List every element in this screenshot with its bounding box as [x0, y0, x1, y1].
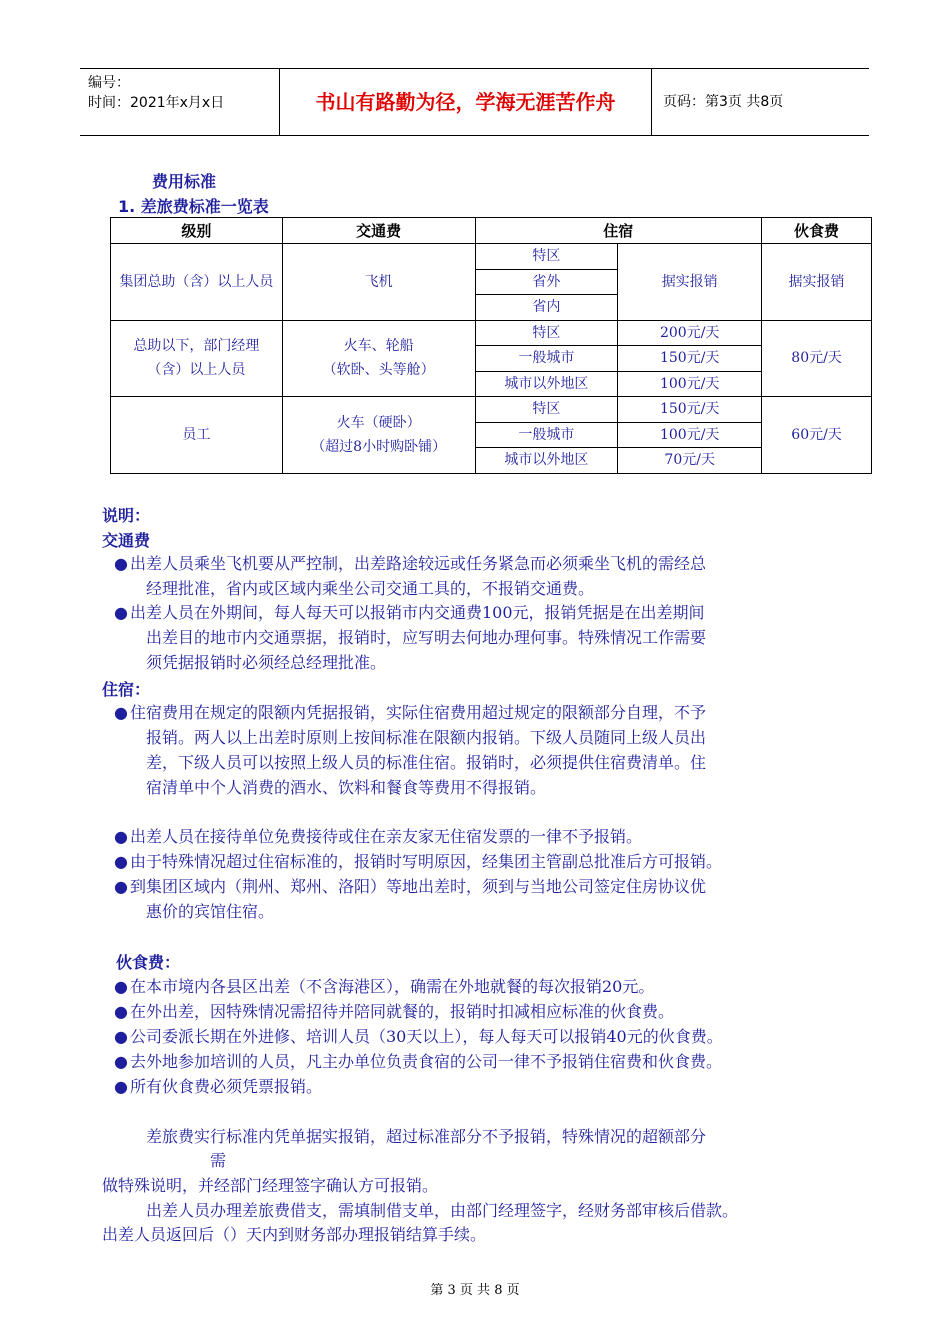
time-label: 时间：2021年x月x日 — [88, 95, 225, 111]
note-line: 经理批准，省内或区域内乘坐公司交通工具的，不报销交通费。 — [146, 579, 595, 598]
col-header-lodging: 住宿 — [475, 218, 762, 244]
list-item — [114, 551, 854, 601]
list-item — [114, 1074, 854, 1099]
transport-line: （超过8小时购卧铺） — [311, 438, 447, 455]
meal-cell: 80元/天 — [762, 320, 872, 397]
list-item — [114, 974, 854, 999]
area-cell: 特区 — [475, 244, 618, 270]
level-cell — [111, 320, 283, 397]
level-cell — [111, 244, 283, 321]
transport-line: （软卧、头等舱） — [322, 362, 435, 379]
closing-line: 出差人员返回后（）天内到财务部办理报销结算手续。 — [102, 1225, 487, 1244]
area-cell: 城市以外地区 — [475, 371, 618, 397]
note-line: 出差人员在接待单位免费接待或住在亲友家无住宿发票的一律不予报销。 — [130, 827, 643, 846]
note-line: 所有伙食费必须凭票报销。 — [130, 1077, 323, 1096]
table-header-row — [111, 218, 872, 244]
bullet-icon: ● — [114, 1027, 128, 1046]
meal-cell: 据实报销 — [762, 244, 872, 321]
col-header-transport: 交通费 — [282, 218, 475, 244]
price-cell: 70元/天 — [618, 448, 762, 474]
table-row — [111, 320, 872, 346]
note-line: 由于特殊情况超过住宿标准的，报销时写明原因，经集团主管副总批准后方可报销。 — [130, 852, 723, 871]
page-label: 页码：第3页 共8页 — [663, 94, 784, 110]
closing-line: 需 — [210, 1151, 227, 1170]
level-text: 集团总助（含）以上人员 — [119, 273, 274, 290]
closing-line: 出差人员办理差旅费借支，需填制借支单，由部门经理签字，经财务部审核后借款。 — [146, 1201, 739, 1220]
level-cell: 员工 — [111, 397, 283, 474]
note-line: 去外地参加培训的人员，凡主办单位负责食宿的公司一律不予报销住宿费和伙食费。 — [130, 1052, 723, 1071]
note-line: 在外出差，因特殊情况需招待并陪同就餐的，报销时扣减相应标准的伙食费。 — [130, 1002, 675, 1021]
note-line: 差，下级人员可以按照上级人员的标准住宿。报销时，必须提供住宿费清单。住 — [146, 753, 707, 772]
page-footer: 第 3 页 共 8 页 — [430, 1283, 520, 1298]
list-item — [114, 600, 854, 675]
transport-cell: 飞机 — [282, 244, 475, 321]
area-cell: 省内 — [475, 295, 618, 321]
meal-section-title: 伙食费： — [116, 953, 181, 972]
note-line: 在本市境内各县区出差（不含海港区），确需在外地就餐的每次报销20元。 — [130, 977, 655, 996]
bullet-icon: ● — [114, 827, 128, 846]
bullet-icon: ● — [114, 703, 128, 722]
price-cell: 150元/天 — [618, 346, 762, 372]
list-item — [114, 849, 854, 874]
note-line: 须凭据报销时必须经总经理批准。 — [146, 653, 387, 672]
area-cell: 特区 — [475, 397, 618, 423]
bullet-icon: ● — [114, 554, 128, 573]
note-line: 公司委派长期在外进修、培训人员（30天以上），每人每天可以报销40元的伙食费。 — [130, 1027, 723, 1046]
bullet-icon: ● — [114, 1052, 128, 1071]
table-row — [111, 244, 872, 270]
travel-expense-table — [110, 217, 872, 474]
closing-line: 做特殊说明，并经部门经理签字确认方可报销。 — [102, 1176, 439, 1195]
area-cell: 一般城市 — [475, 346, 618, 372]
transport-cell — [282, 320, 475, 397]
note-line: 出差人员乘坐飞机要从严控制，出差路途较远或任务紧急而必须乘坐飞机的需经总 — [130, 554, 707, 573]
motto: 书山有路勤为径，学海无涯苦作舟 — [280, 69, 652, 135]
table-row — [111, 397, 872, 423]
area-cell: 一般城市 — [475, 422, 618, 448]
transport-line: 火车（硬卧） — [336, 414, 421, 431]
area-cell: 城市以外地区 — [475, 448, 618, 474]
bullet-icon: ● — [114, 977, 128, 996]
price-cell: 150元/天 — [618, 397, 762, 423]
note-line: 宿清单中个人消费的酒水、饮料和餐食等费用不得报销。 — [146, 778, 547, 797]
code-label: 编号： — [88, 75, 130, 91]
area-cell: 特区 — [475, 320, 618, 346]
section-heading: 费用标准 — [152, 172, 217, 191]
price-cell: 100元/天 — [618, 422, 762, 448]
note-line: 住宿费用在规定的限额内凭据报销，实际住宿费用超过规定的限额部分自理，不予 — [130, 703, 707, 722]
list-item — [114, 1049, 854, 1074]
bullet-icon: ● — [114, 877, 128, 896]
meal-cell: 60元/天 — [762, 397, 872, 474]
price-cell: 200元/天 — [618, 320, 762, 346]
lodging-cell: 据实报销 — [618, 244, 762, 321]
page-header — [80, 68, 869, 136]
list-item — [114, 824, 854, 849]
note-line: 惠价的宾馆住宿。 — [146, 902, 275, 921]
col-header-meal: 伙食费 — [762, 218, 872, 244]
list-item — [114, 1024, 854, 1049]
price-cell: 100元/天 — [618, 371, 762, 397]
notes-title: 说明： — [102, 506, 151, 525]
header-meta — [80, 69, 280, 135]
area-cell: 省外 — [475, 269, 618, 295]
level-text: 总助以下，部门经理（含）以上人员 — [133, 338, 260, 379]
transport-line: 火车、轮船 — [343, 338, 414, 355]
closing-line: 差旅费实行标准内凭单据实报销，超过标准部分不予报销，特殊情况的超额部分 — [146, 1127, 707, 1146]
bullet-icon: ● — [114, 1077, 128, 1096]
list-item — [114, 700, 854, 800]
col-header-level: 级别 — [111, 218, 283, 244]
table-title: 1. 差旅费标准一览表 — [118, 197, 269, 216]
note-line: 出差目的地市内交通票据，报销时，应写明去何地办理何事。特殊情况工作需要 — [146, 628, 707, 647]
note-line: 到集团区域内（荆州、郑州、洛阳）等地出差时，须到与当地公司签定住房协议优 — [130, 877, 707, 896]
transport-cell — [282, 397, 475, 474]
note-line: 报销。两人以上出差时原则上按间标准在限额内报销。下级人员随同上级人员出 — [146, 728, 707, 747]
list-item — [114, 874, 854, 924]
bullet-icon: ● — [114, 1002, 128, 1021]
bullet-icon: ● — [114, 603, 128, 622]
list-item — [114, 999, 854, 1024]
bullet-icon: ● — [114, 852, 128, 871]
transport-section-title: 交通费 — [102, 531, 151, 550]
lodging-section-title: 住宿： — [102, 680, 151, 699]
note-line: 出差人员在外期间，每人每天可以报销市内交通费100元，报销凭据是在出差期间 — [130, 603, 705, 622]
